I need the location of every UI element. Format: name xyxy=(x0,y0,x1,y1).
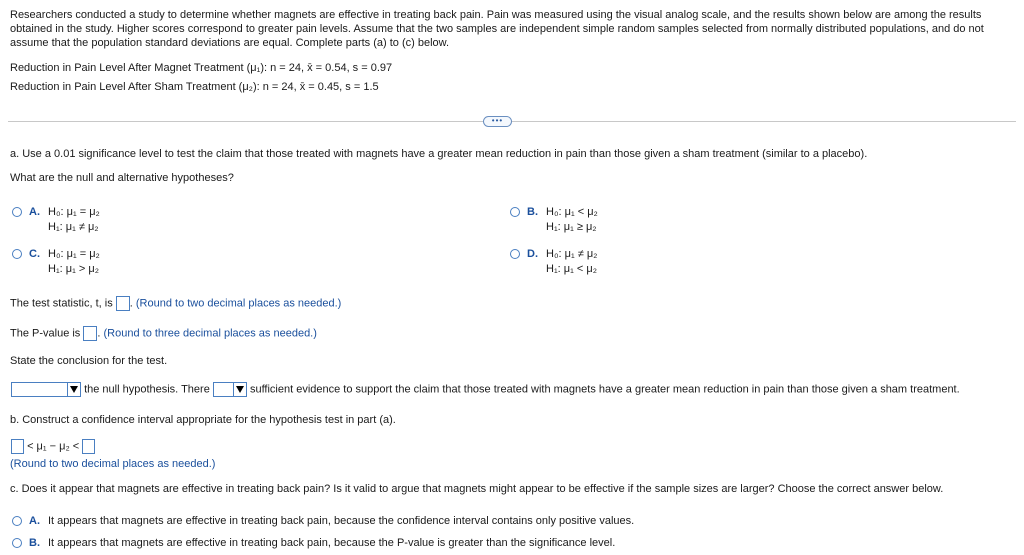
reject-dropdown[interactable] xyxy=(11,382,81,397)
part-c-option-a-radio[interactable] xyxy=(12,516,22,526)
option-a-radio[interactable] xyxy=(12,207,22,217)
part-b-question: b. Construct a confidence interval appropriate for the hypothesis test in part (a). xyxy=(10,414,396,426)
part-c-question: c. Does it appear that magnets are effective in treating back pain? Is it valid to argue that magnets might appear to be effective if the sample sizes are larger? Choose the correct answer below. xyxy=(10,483,944,495)
option-c-h1: H₁: μ₁ > μ₂ xyxy=(48,263,99,275)
interval-expression: < μ₁ − μ₂ < xyxy=(27,440,80,453)
conclusion-end-text: sufficient evidence to support the claim that those treated with magnets have a greater mean reduction in pain than those given a sham treatment. xyxy=(249,383,960,396)
pvalue-hint: (Round to three decimal places as needed.) xyxy=(103,327,317,340)
test-stat-input[interactable] xyxy=(116,296,130,311)
conclusion-prompt: State the conclusion for the test. xyxy=(10,355,168,367)
part-c-option-b-radio[interactable] xyxy=(12,538,22,548)
test-stat-label: The test statistic, t, is xyxy=(10,297,113,310)
option-c-h0: H₀: μ₁ = μ₂ xyxy=(48,248,100,260)
conclusion-mid-text: the null hypothesis. There xyxy=(84,383,210,396)
pvalue-label: The P-value is xyxy=(10,327,81,340)
option-c-radio[interactable] xyxy=(12,249,22,259)
part-c-option-b-text: It appears that magnets are effective in treating back pain, because the P-value is greater than the significance level. xyxy=(48,537,616,549)
interval-upper-input[interactable] xyxy=(82,439,95,454)
option-a-letter: A. xyxy=(29,206,40,218)
chevron-down-icon xyxy=(233,383,246,396)
option-a-h0: H₀: μ₁ = μ₂ xyxy=(48,206,100,218)
pvalue-row: The P-value is . (Round to three decimal places as needed.) xyxy=(10,327,317,340)
problem-intro: Researchers conducted a study to determine whether magnets are effective in treating back pain. Pain was measured using the visual analog scale, and the results shown below are among the results obtained in the study. Higher scores correspond to greater pain levels. Assume that the two samples are independent simple random samples selected from normally distributed populations, and do not assume that the population standard deviations are equal. Complete parts (a) to (c) below. xyxy=(10,9,984,49)
given-magnet: Reduction in Pain Level After Magnet Treatment (μ₁): n = 24, x̄ = 0.54, s = 0.97 xyxy=(10,62,393,74)
test-stat-hint: (Round to two decimal places as needed.) xyxy=(135,297,342,310)
expand-more-button[interactable]: ••• xyxy=(483,116,512,127)
option-d-h1: H₁: μ₁ < μ₂ xyxy=(546,263,597,275)
pvalue-input[interactable] xyxy=(83,326,97,341)
part-a-question: a. Use a 0.01 significance level to test the claim that those treated with magnets have a greater mean reduction in pain than those given a sham treatment (similar to a placebo). xyxy=(10,148,868,160)
option-b-h1: H₁: μ₁ ≥ μ₂ xyxy=(546,221,597,233)
option-d-letter: D. xyxy=(527,248,538,260)
option-d-radio[interactable] xyxy=(510,249,520,259)
option-b-letter: B. xyxy=(527,206,538,218)
part-c-option-b-letter: B. xyxy=(29,537,40,549)
part-c-option-a[interactable] xyxy=(12,515,912,529)
section-divider xyxy=(8,121,1016,122)
part-c-option-b[interactable] xyxy=(12,537,912,551)
option-b-h0: H₀: μ₁ < μ₂ xyxy=(546,206,598,218)
chevron-down-icon xyxy=(67,383,80,396)
test-stat-row: The test statistic, t, is . (Round to two decimal places as needed.) xyxy=(10,297,342,310)
interval-row xyxy=(11,439,95,454)
part-c-option-a-text: It appears that magnets are effective in treating back pain, because the confidence interval contains only positive values. xyxy=(48,515,635,527)
hypotheses-prompt: What are the null and alternative hypotheses? xyxy=(10,172,234,184)
option-b-radio[interactable] xyxy=(510,207,520,217)
interval-lower-input[interactable] xyxy=(11,439,24,454)
option-a-h1: H₁: μ₁ ≠ μ₂ xyxy=(48,221,99,233)
conclusion-row xyxy=(11,382,960,397)
option-d-h0: H₀: μ₁ ≠ μ₂ xyxy=(546,248,598,260)
part-b-hint: (Round to two decimal places as needed.) xyxy=(10,458,216,470)
part-c-option-a-letter: A. xyxy=(29,515,40,527)
given-sham: Reduction in Pain Level After Sham Treatment (μ₂): n = 24, x̄ = 0.45, s = 1.5 xyxy=(10,81,379,93)
evidence-dropdown[interactable] xyxy=(213,382,247,397)
option-c-letter: C. xyxy=(29,248,40,260)
